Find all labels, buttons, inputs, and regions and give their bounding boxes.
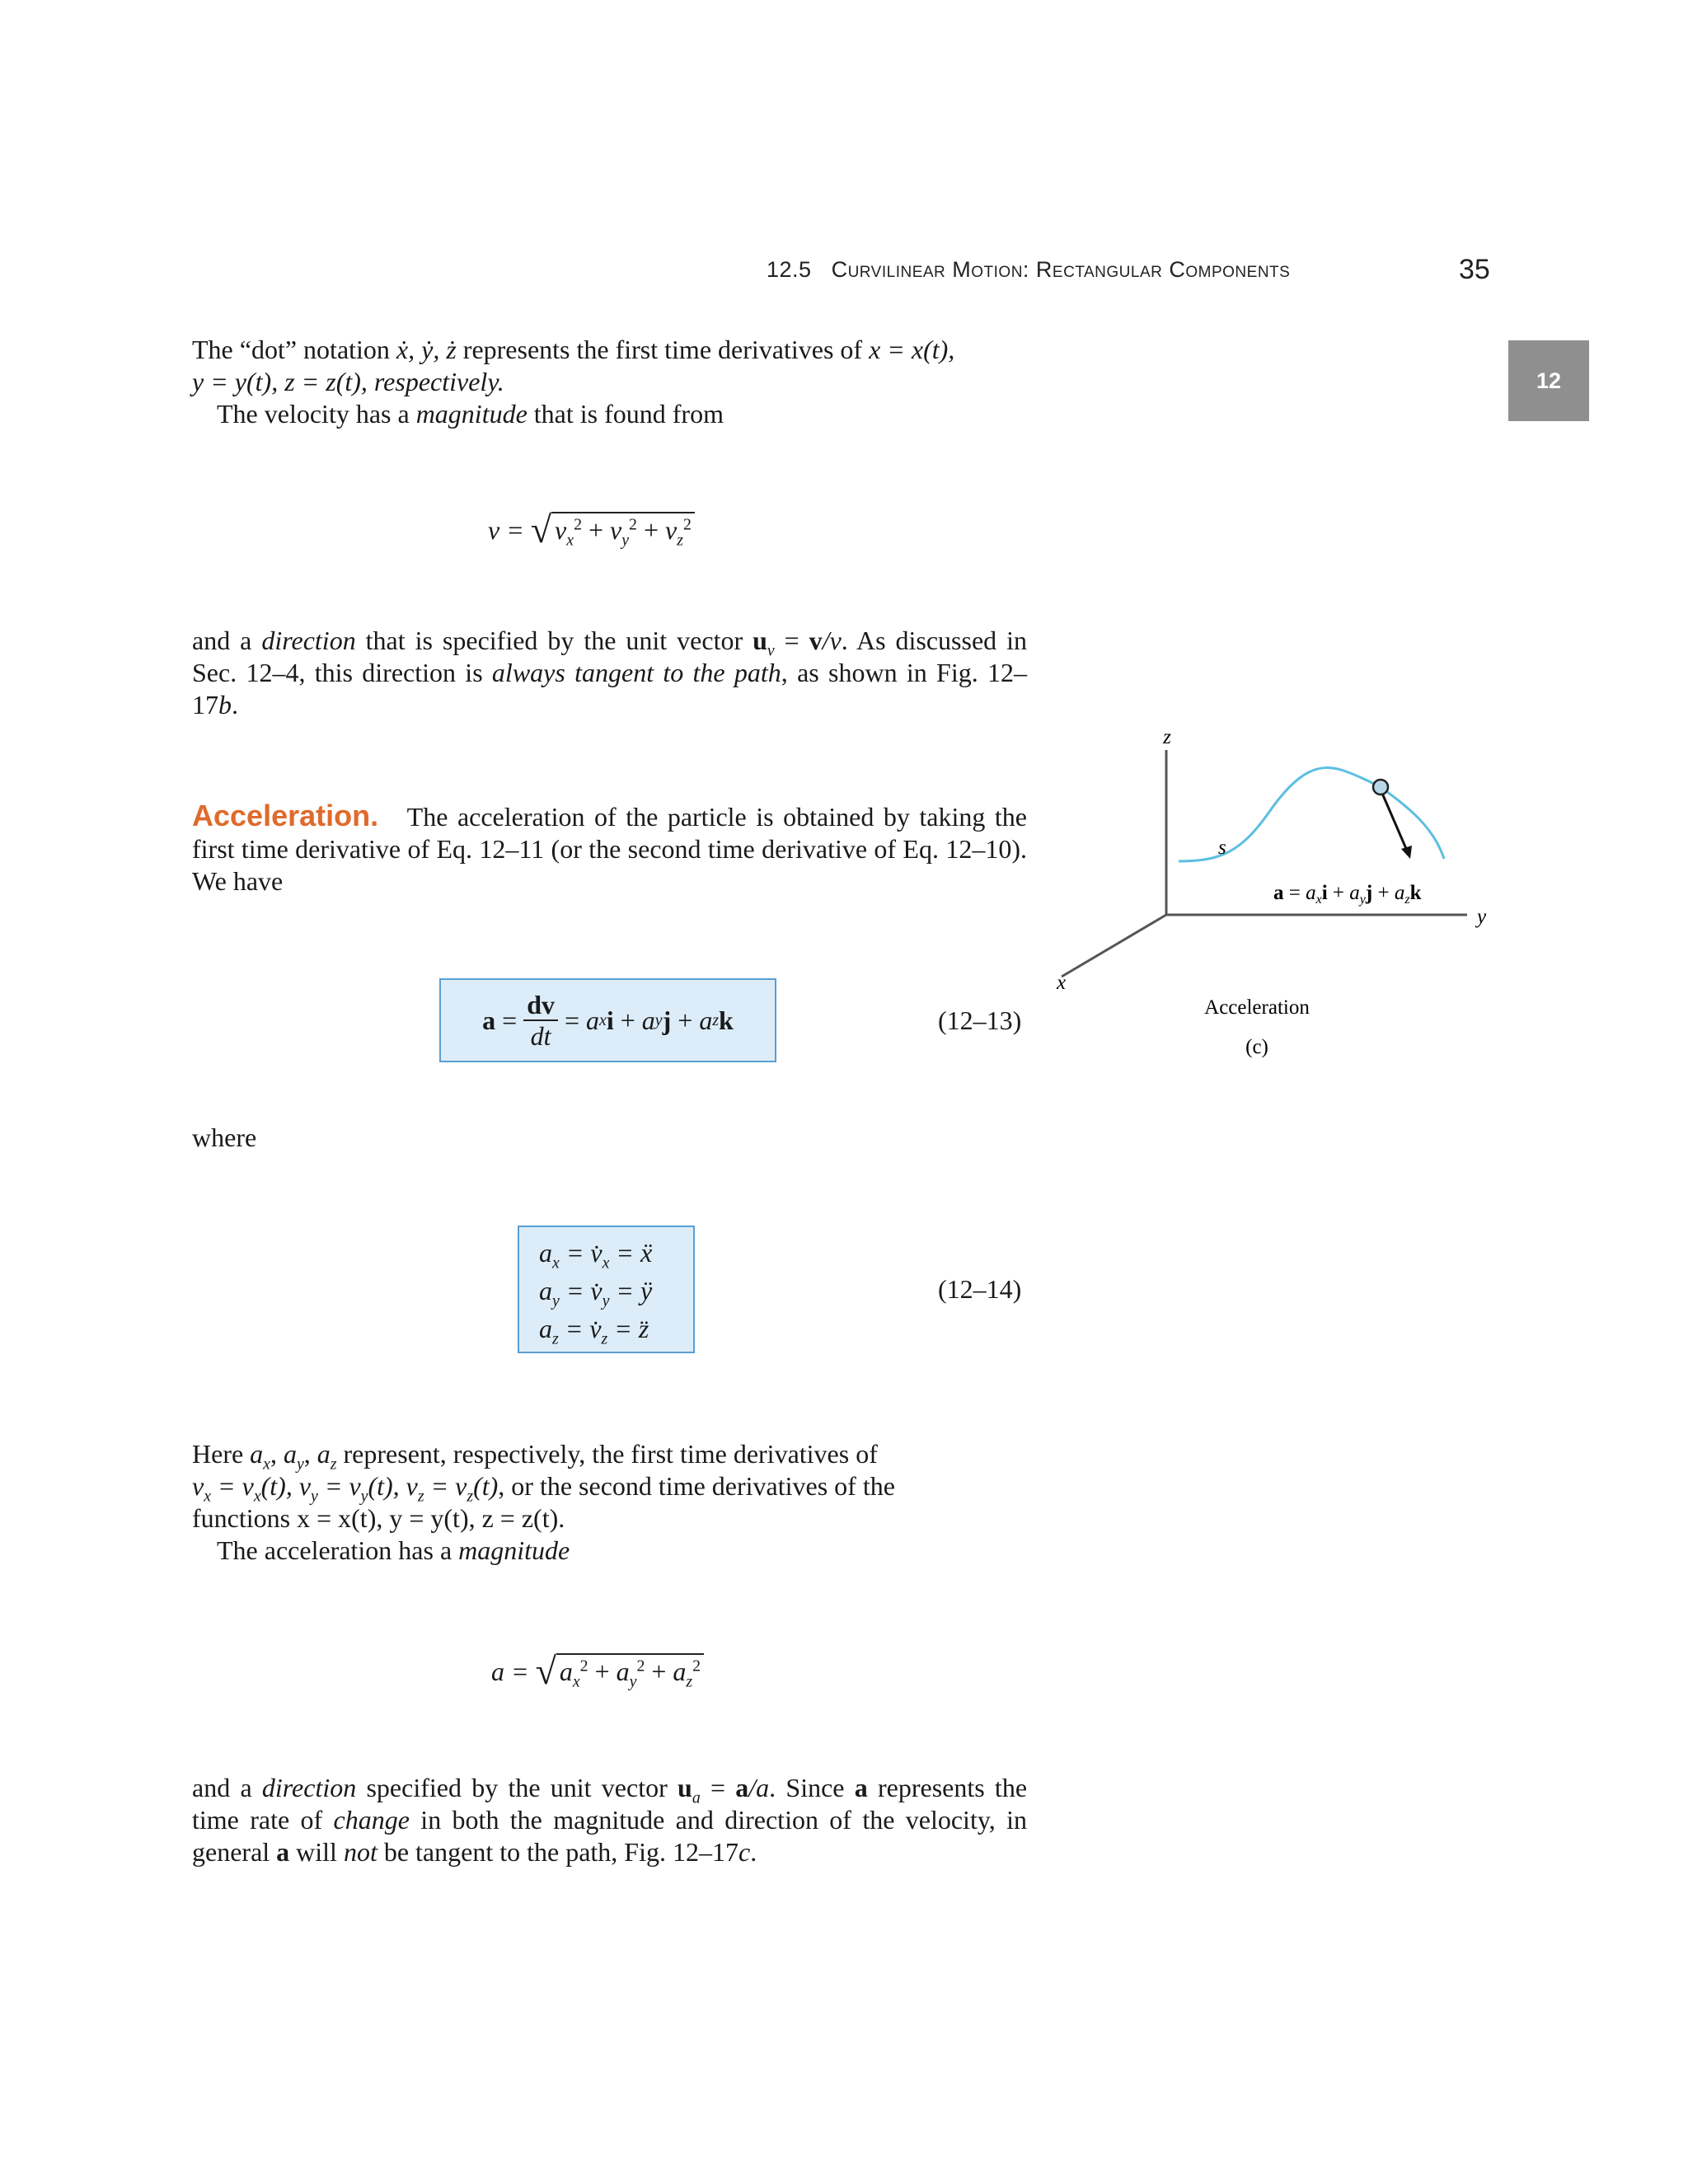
vector-equation-label: $a = a_xi + a_yj + a_zk$	[1273, 882, 1422, 907]
emphasis: magnitude	[458, 1535, 570, 1565]
paragraph-velocity-direction	[192, 625, 1027, 721]
text: .	[750, 1837, 757, 1867]
subscript: v	[767, 641, 775, 660]
fraction	[523, 990, 558, 1051]
fig-letter: b	[218, 690, 232, 719]
text: Here	[192, 1439, 251, 1469]
text: that is found from	[527, 399, 724, 429]
eq-lhs: a	[482, 1005, 496, 1035]
text: , as shown in Fig. 12–17	[192, 658, 1027, 719]
unit-vector: u	[753, 626, 767, 655]
chapter-tab: 12	[1508, 340, 1589, 421]
emphasis: direction	[261, 1773, 357, 1802]
velocity-magnitude-equation: v = √ $v_x^2 + v_y^2 + v_z^2$	[488, 504, 695, 548]
text: =	[774, 626, 809, 655]
vector-v: v	[809, 626, 823, 655]
emphasis: not	[343, 1837, 377, 1867]
text: The velocity has a	[217, 399, 416, 429]
text: , or the second time derivatives of the	[498, 1471, 895, 1501]
az-equation: $a_z$ = $v̇_z$ = z̈	[539, 1314, 649, 1348]
sqrt-symbol: √	[535, 1650, 556, 1692]
text: in both the magnitude and direction of the velocity, in general	[192, 1805, 1028, 1867]
dot-symbols: ẋ, ẏ, ż	[396, 335, 457, 364]
equals: =	[565, 1005, 580, 1035]
text: . As discussed in Sec. 12–4, this direction is	[192, 626, 1028, 687]
fig-letter: c	[738, 1837, 751, 1867]
paragraph-derivatives: Here $a_x$, $a_y$, $a_z$ represent, respectively, the first time derivatives of $v_x = v_x(t)$, $v_y = v_y(t)$, $v_z = v_z(t)$, or the second time derivatives of the functions x = x(t), y = y(t), z = z(t). The acceleration has a magnitude	[192, 1438, 1027, 1567]
paragraph-acceleration-direction: and a direction specified by the unit vector $u_a = a/a$. Since a represents the time rate of change in both the magnitude and direction of the velocity, in general a will not be tangent to the path, Fig. 12–17c.	[192, 1773, 1028, 1867]
axis-y-label: y	[1477, 906, 1487, 928]
text: . Since	[769, 1773, 855, 1802]
paragraph-acceleration	[192, 799, 1027, 898]
text: .	[232, 690, 238, 719]
text: specified by the unit vector	[356, 1773, 678, 1802]
particle	[1373, 780, 1388, 794]
text: represents the first time derivatives of	[456, 335, 870, 364]
emphasis: direction	[261, 626, 356, 655]
axis-x-label: x	[1057, 972, 1067, 994]
emphasis: magnitude	[415, 399, 528, 429]
section-title: Curvilinear Motion: Rectangular Components	[831, 257, 1291, 282]
paragraph-dot-notation	[192, 334, 1027, 430]
where-text: where	[192, 1122, 257, 1152]
text: that is specified by the unit vector	[355, 626, 753, 655]
section-number: 12.5	[767, 257, 812, 282]
running-header	[767, 257, 1290, 283]
figure-acceleration	[1047, 717, 1508, 1080]
arrowhead	[1401, 846, 1412, 859]
text: and a	[192, 626, 262, 655]
acceleration-magnitude-equation: a = √ $a_x^2 + a_y^2 + a_z^2$	[491, 1646, 704, 1690]
text: be tangent to the path, Fig. 12–17	[377, 1837, 738, 1867]
text: will	[289, 1837, 344, 1867]
figure-sublabel: (c)	[1245, 1036, 1268, 1058]
text: /v	[822, 626, 842, 655]
text: The acceleration has a	[217, 1535, 459, 1565]
figure-diagram	[1047, 717, 1508, 1080]
text: represent, respectively, the first time derivatives of	[336, 1439, 878, 1469]
x-axis	[1062, 915, 1166, 977]
acceleration-vector	[1381, 790, 1407, 851]
ax-equation: $a_x$ = $v̇_x$ = ẍ	[539, 1238, 653, 1272]
text: The “dot” notation	[192, 335, 396, 364]
text: and a	[192, 1773, 262, 1802]
emphasis: always tangent to the path	[491, 658, 781, 687]
figure-caption: Acceleration	[1204, 996, 1310, 1019]
eq-lhs: v =	[488, 515, 524, 545]
sqrt-symbol: √	[530, 509, 552, 551]
emphasis: change	[333, 1805, 410, 1835]
axis-z-label: z	[1163, 726, 1171, 748]
text: The acceleration of the particle is obtained by taking the first time derivative of Eq. 12–11 (or the second time derivative of Eq. 12–10). We have	[192, 802, 1027, 896]
yz-equations: y = y(t), z = z(t), respectively.	[192, 367, 504, 396]
equation-number-12-13: (12–13)	[938, 1005, 1022, 1035]
x-equation: x = x(t),	[869, 335, 955, 364]
denominator: dt	[530, 1021, 551, 1051]
functions-line: functions x = x(t), y = y(t), z = z(t).	[192, 1503, 565, 1533]
eq-lhs: a =	[491, 1657, 529, 1686]
path-s-label: s	[1218, 837, 1226, 859]
page-number: 35	[1459, 254, 1490, 285]
ay-equation: $a_y$ = $v̇_y$ = ÿ	[539, 1276, 653, 1310]
acceleration-heading: Acceleration.	[192, 799, 379, 832]
equation-12-13-box: a = $\frac{dv}{dt}$ = a x i + a y j + a z k	[439, 978, 776, 1062]
equation-12-14-box	[518, 1226, 695, 1353]
equation-number-12-14: (12–14)	[938, 1274, 1022, 1304]
text: represents the time rate of	[192, 1773, 1028, 1835]
numerator: dv	[523, 990, 558, 1021]
